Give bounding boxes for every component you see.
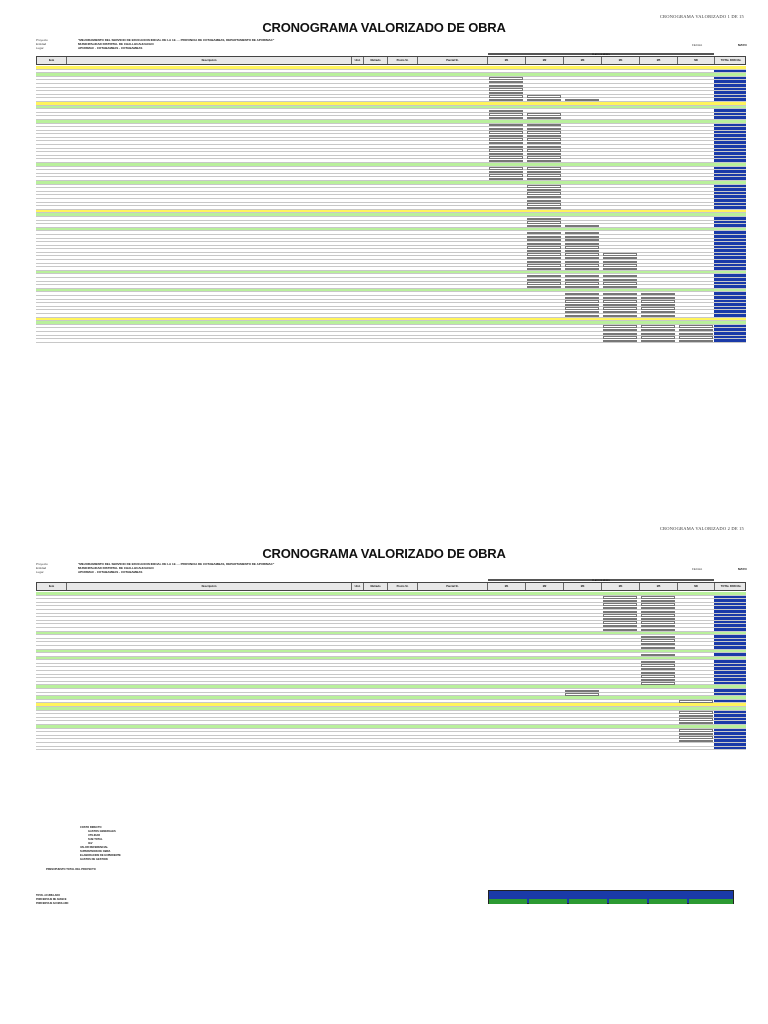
- row-total-cell: [714, 310, 746, 313]
- row-total-cell: [714, 195, 746, 198]
- row-total-cell: [714, 328, 746, 331]
- header-total: TOTAL PARCIAL: [720, 585, 742, 588]
- row-total-cell: [714, 98, 746, 101]
- header-price: Precio S/.: [388, 57, 418, 64]
- row-total-cell: [714, 221, 746, 224]
- place-name: APURIMAC - COTABAMBAS - COTABAMBAS: [78, 570, 143, 574]
- header-item: Item: [37, 583, 67, 590]
- row-total-cell: [714, 145, 746, 148]
- row-total-cell: [714, 675, 746, 678]
- row-total-cell: [714, 239, 746, 242]
- row-total-cell: [714, 149, 746, 152]
- total-label: SUB TOTAL: [88, 838, 103, 841]
- row-total-cell: [714, 642, 746, 645]
- entity-name: MUNICIPALIDAD DISTRITAL DE CHALLHUAHUACHO: [78, 566, 154, 570]
- row-total-cell: [714, 246, 746, 249]
- row-total-cell: [714, 84, 746, 87]
- row-total-cell: [714, 714, 746, 717]
- meta-label-entity: Entidad: [36, 566, 47, 570]
- total-label: UTILIDAD: [88, 834, 101, 837]
- row-total-cell: [714, 91, 746, 94]
- total-row: [36, 858, 746, 862]
- summary-progress-bar: [488, 890, 734, 904]
- row-total-cell: [714, 646, 746, 649]
- header-month-2: M2: [526, 57, 564, 64]
- row-total-cell: [714, 203, 746, 206]
- total-label: IGV: [88, 842, 93, 845]
- row-total-cell: [714, 285, 746, 288]
- header-total: TOTAL PARCIAL: [720, 59, 742, 62]
- total-label: GASTOS GENERALES: [88, 830, 116, 833]
- header-item: Item: [37, 57, 67, 64]
- row-total-cell: [714, 303, 746, 306]
- header-description: Descripción: [67, 57, 352, 64]
- header-metrado: Metrado: [364, 57, 388, 64]
- total-label: SUPERVISION DE OBRA: [80, 850, 111, 853]
- row-total-cell: [714, 253, 746, 256]
- row-total-cell: [714, 80, 746, 83]
- row-total-cell: [714, 736, 746, 739]
- table-header: [36, 582, 746, 591]
- row-total-cell: [714, 192, 746, 195]
- meta-label-entity: Entidad: [36, 42, 47, 46]
- row-total-cell: [714, 249, 746, 252]
- row-total-cell: [714, 339, 746, 342]
- row-total-cell: [714, 307, 746, 310]
- header-price: Precio S/.: [388, 583, 418, 590]
- plazo-header: PLAZO EN MESES: [488, 53, 714, 55]
- header-month-2: M2: [526, 583, 564, 590]
- row-total-cell: [714, 739, 746, 742]
- header-month-4: M4: [602, 57, 640, 64]
- total-label: VALOR REFERENCIAL: [80, 846, 109, 849]
- row-total-cell: [714, 95, 746, 98]
- row-total-cell: [714, 231, 746, 234]
- row-total-cell: [714, 156, 746, 159]
- row-total-cell: [714, 134, 746, 137]
- entity-name: MUNICIPALIDAD DISTRITAL DE CHALLHUAHUACHO: [78, 42, 154, 46]
- row-total-cell: [714, 653, 746, 656]
- row-total-cell: [714, 660, 746, 663]
- project-meta: [36, 562, 747, 578]
- row-total-cell: [714, 610, 746, 613]
- header-month-3: M3: [564, 583, 602, 590]
- row-total-cell: [714, 747, 746, 750]
- row-total-cell: [714, 624, 746, 627]
- row-total-cell: [714, 743, 746, 746]
- row-total-cell: [714, 718, 746, 721]
- month-value-cell: [679, 340, 713, 342]
- header-partial: Parcial S/.: [418, 583, 488, 590]
- header-unit: Und.: [352, 57, 364, 64]
- row-total-cell: [714, 260, 746, 263]
- row-total-cell: [714, 711, 746, 714]
- row-total-cell: [714, 296, 746, 299]
- row-total-cell: [714, 267, 746, 270]
- row-total-cell: [714, 621, 746, 624]
- row-total-cell: [714, 127, 746, 130]
- header-unit: Und.: [352, 583, 364, 590]
- month-value-cell: [641, 340, 675, 342]
- total-label: GASTOS DE GESTION: [80, 858, 108, 861]
- row-total-cell: [714, 138, 746, 141]
- total-label: COSTO DIRECTO: [80, 826, 102, 829]
- grand-total-label: PRESUPUESTO TOTAL DEL PROYECTO: [46, 868, 96, 871]
- row-total-cell: [714, 174, 746, 177]
- row-total-cell: [714, 170, 746, 173]
- row-total-cell: [714, 693, 746, 696]
- table-body-1: [36, 66, 746, 343]
- row-total-cell: [714, 131, 746, 134]
- header-month-5: M5: [640, 583, 678, 590]
- row-total-cell: [714, 70, 746, 73]
- header-month-4: M4: [602, 583, 640, 590]
- row-total-cell: [714, 300, 746, 303]
- row-total-cell: [714, 732, 746, 735]
- header-month-3: M3: [564, 57, 602, 64]
- row-total-cell: [714, 332, 746, 335]
- row-total-cell: [714, 278, 746, 281]
- table-header: [36, 56, 746, 65]
- header-metrado: Metrado: [364, 583, 388, 590]
- meta-label-project: Proyecto: [36, 38, 48, 42]
- meta-label-place: Lugar: [36, 46, 44, 50]
- month-value-cell: [603, 340, 637, 342]
- row-total-cell: [714, 199, 746, 202]
- row-total-cell: [714, 256, 746, 259]
- row-total-cell: [714, 188, 746, 191]
- row-total-cell: [714, 729, 746, 732]
- row-total-cell: [714, 185, 746, 188]
- grand-total-row: [36, 868, 746, 872]
- page-title: CRONOGRAMA VALORIZADO DE OBRA: [262, 20, 506, 35]
- row-total-cell: [714, 242, 746, 245]
- table-body-2: [36, 592, 746, 750]
- row-total-cell: [714, 596, 746, 599]
- row-total-cell: [714, 603, 746, 606]
- row-total-cell: [714, 264, 746, 267]
- row-total-cell: [714, 109, 746, 112]
- row-total-cell: [714, 217, 746, 220]
- date-label: FECHA: [692, 567, 703, 571]
- legend-accumulated: TOTAL ACUMULADO: [36, 894, 60, 897]
- project-meta: [36, 38, 747, 54]
- row-total-cell: [714, 606, 746, 609]
- row-total-cell: [714, 113, 746, 116]
- row-total-cell: [714, 682, 746, 685]
- row-total-cell: [714, 314, 746, 317]
- row-total-cell: [714, 664, 746, 667]
- header-month-6: M6: [678, 583, 715, 590]
- row-total-cell: [714, 292, 746, 295]
- row-total-cell: [714, 206, 746, 209]
- meta-label-project: Proyecto: [36, 562, 48, 566]
- row-total-cell: [714, 671, 746, 674]
- plazo-header: PLAZO EN MESES: [488, 579, 714, 581]
- page-title: CRONOGRAMA VALORIZADO DE OBRA: [262, 546, 506, 561]
- legend-accum-percent: PORCENTAJE ACUMULADO: [36, 902, 69, 905]
- row-total-cell: [714, 614, 746, 617]
- legend-progress: PORCENTAJE DE AVANCE: [36, 898, 67, 901]
- row-total-cell: [714, 141, 746, 144]
- row-total-cell: [714, 635, 746, 638]
- header-month-6: M6: [678, 57, 715, 64]
- row-total-cell: [714, 667, 746, 670]
- row-total-cell: [714, 224, 746, 227]
- row-total-cell: [714, 721, 746, 724]
- row-total-cell: [714, 177, 746, 180]
- row-total-cell: [714, 678, 746, 681]
- row-total-cell: [714, 235, 746, 238]
- date-value: MAYO: [738, 43, 747, 47]
- row-total-cell: [714, 617, 746, 620]
- header-month-1: M1: [488, 57, 526, 64]
- row-total-cell: [714, 628, 746, 631]
- row-total-cell: [714, 639, 746, 642]
- totals-block: [36, 826, 746, 872]
- header-month-5: M5: [640, 57, 678, 64]
- total-label: ELABORACION DE EXPEDIENTE: [80, 854, 121, 857]
- project-name: "MEJORAMIENTO DEL SERVICIO DE EDUCACION INICIAL DE LA I.E. ... PROVINCIA DE COTABAMBAS, DEPARTAMENTO DE APURIMAC": [78, 38, 275, 42]
- row-total-cell: [714, 325, 746, 328]
- header-description: Descripción: [67, 583, 352, 590]
- row-total-cell: [714, 124, 746, 127]
- date-value: MAYO: [738, 567, 747, 571]
- table-row: [36, 747, 746, 751]
- project-name: "MEJORAMIENTO DEL SERVICIO DE EDUCACION INICIAL DE LA I.E. ... PROVINCIA DE COTABAMBAS, DEPARTAMENTO DE APURIMAC": [78, 562, 275, 566]
- row-total-cell: [714, 274, 746, 277]
- row-total-cell: [714, 336, 746, 339]
- row-total-cell: [714, 282, 746, 285]
- row-total-cell: [714, 689, 746, 692]
- row-total-cell: [714, 599, 746, 602]
- row-total-cell: [714, 116, 746, 119]
- header-partial: Parcial S/.: [418, 57, 488, 64]
- header-month-1: M1: [488, 583, 526, 590]
- row-total-cell: [714, 77, 746, 80]
- row-total-cell: [714, 159, 746, 162]
- page-number: CRONOGRAMA VALORIZADO 1 DE 15: [659, 14, 744, 19]
- page-number: CRONOGRAMA VALORIZADO 2 DE 15: [659, 526, 744, 531]
- meta-label-place: Lugar: [36, 570, 44, 574]
- row-total-cell: [714, 700, 746, 703]
- schedule-page-2: [0, 512, 768, 1024]
- table-row: [36, 339, 746, 343]
- row-total-cell: [714, 152, 746, 155]
- place-name: APURIMAC - COTABAMBAS - COTABAMBAS: [78, 46, 143, 50]
- row-total-cell: [714, 167, 746, 170]
- row-total-cell: [714, 88, 746, 91]
- date-label: FECHA: [692, 43, 703, 47]
